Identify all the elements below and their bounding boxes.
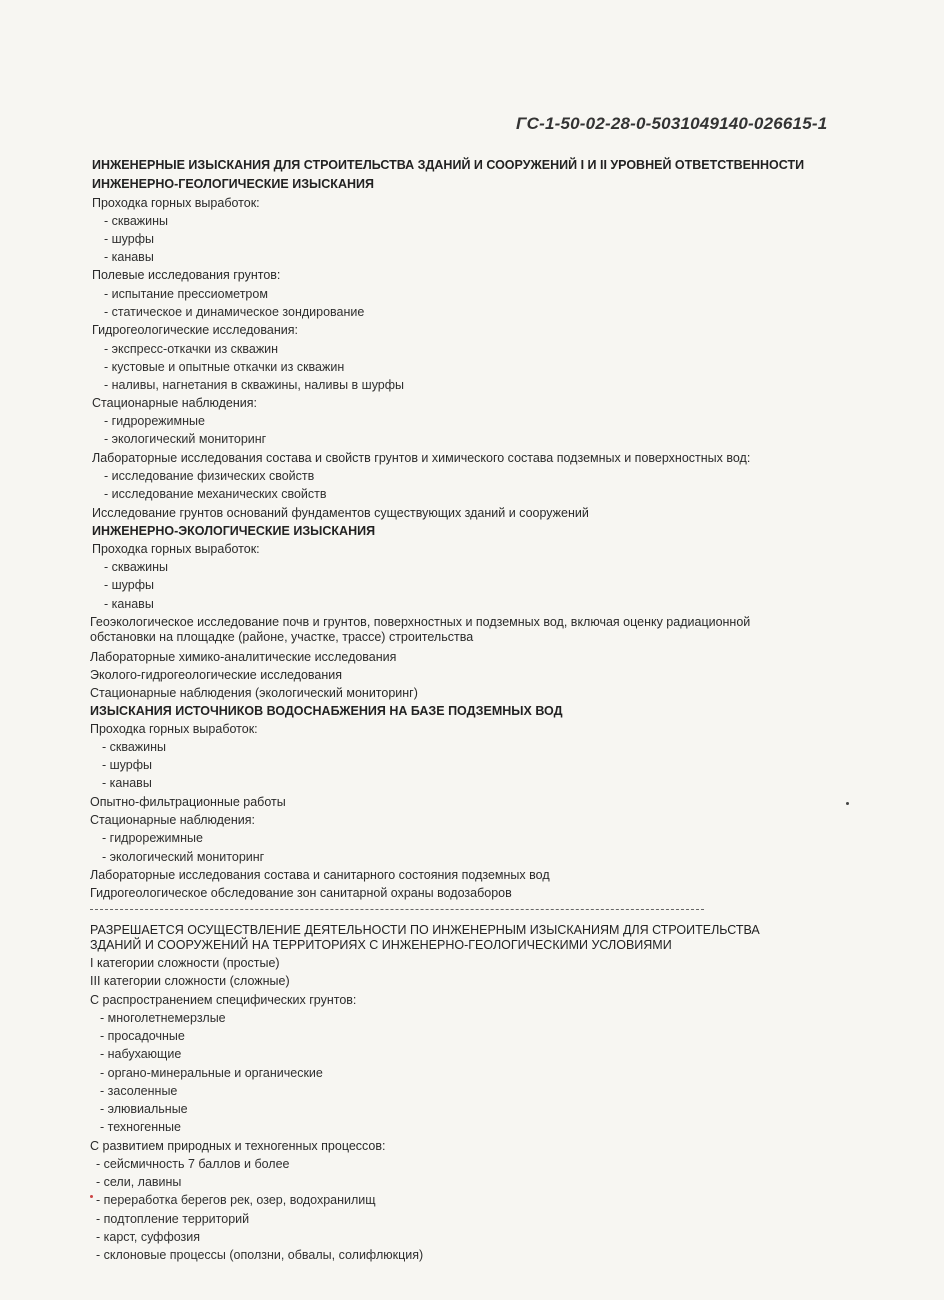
geo-drilling-label: Проходка горных выработок: [92, 196, 260, 210]
list-item: - карст, суффозия [96, 1230, 201, 1244]
eco-geoeco-line2: обстановки на площадке (районе, участке, трассе) строительства [90, 630, 474, 644]
list-item: - шурфы [104, 578, 154, 592]
eco-hydro: Эколого-гидрогеологические исследования [90, 668, 343, 682]
main-title: ИНЖЕНЕРНЫЕ ИЗЫСКАНИЯ ДЛЯ СТРОИТЕЛЬСТВА ЗДАНИЙ И СООРУЖЕНИЙ I И II УРОВНЕЙ ОТВЕТСТВЕННОСТИ [92, 158, 805, 172]
permit-heading-line1: РАЗРЕШАЕТСЯ ОСУЩЕСТВЛЕНИЕ ДЕЯТЕЛЬНОСТИ ПО ИНЖЕНЕРНЫМ ИЗЫСКАНИЯМ ДЛЯ СТРОИТЕЛЬСТВА [90, 923, 760, 937]
eco-stationary: Стационарные наблюдения (экологический мониторинг) [90, 686, 418, 700]
list-item: - набухающие [100, 1047, 182, 1061]
water-hydro-survey: Гидрогеологическое обследование зон санитарной охраны водозаборов [90, 886, 512, 900]
geo-heading: ИНЖЕНЕРНО-ГЕОЛОГИЧЕСКИЕ ИЗЫСКАНИЯ [92, 177, 374, 191]
list-item: - канавы [102, 776, 152, 790]
eco-geoeco-line1: Геоэкологическое исследование почв и грунтов, поверхностных и подземных вод, включая оценку радиационной [90, 615, 751, 629]
list-item: - шурфы [104, 232, 154, 246]
scan-speck [90, 1195, 93, 1198]
list-item: - исследование физических свойств [104, 469, 315, 483]
list-item: - сели, лавины [96, 1175, 182, 1189]
list-item: - гидрорежимные [102, 831, 203, 845]
list-item: - элювиальные [100, 1102, 188, 1116]
water-stationary-label: Стационарные наблюдения: [90, 813, 255, 827]
list-item: - экспресс-откачки из скважин [104, 342, 279, 356]
list-item: - органо-минеральные и органические [100, 1066, 323, 1080]
permit-soils-label: С распространением специфических грунтов: [90, 993, 357, 1007]
list-item: - гидрорежимные [104, 414, 205, 428]
eco-lab-chem: Лабораторные химико-аналитические исследования [90, 650, 397, 664]
document-number: ГС-1-50-02-28-0-5031049140-026615-1 [516, 114, 828, 133]
permit-category3: III категории сложности (сложные) [90, 974, 290, 988]
list-item: - просадочные [100, 1029, 185, 1043]
scan-speck [846, 802, 849, 805]
section-divider [90, 909, 704, 910]
geo-lab-label: Лабораторные исследования состава и свойств грунтов и химического состава подземных и поверхностных вод: [92, 451, 751, 465]
list-item: - канавы [104, 250, 154, 264]
geo-stationary-label: Стационарные наблюдения: [92, 396, 257, 410]
list-item: - наливы, нагнетания в скважины, наливы в шурфы [104, 378, 405, 392]
list-item: - кустовые и опытные откачки из скважин [104, 360, 345, 374]
list-item: - скважины [104, 214, 169, 228]
water-filtration: Опытно-фильтрационные работы [90, 795, 286, 809]
permit-category1: I категории сложности (простые) [90, 956, 280, 970]
list-item: - статическое и динамическое зондирование [104, 305, 365, 319]
geo-field-label: Полевые исследования грунтов: [92, 268, 281, 282]
eco-drilling-label: Проходка горных выработок: [92, 542, 260, 556]
permit-heading-line2: ЗДАНИЙ И СООРУЖЕНИЙ НА ТЕРРИТОРИЯХ С ИНЖЕНЕРНО-ГЕОЛОГИЧЕСКИМИ УСЛОВИЯМИ [90, 938, 672, 952]
water-lab-sanitary: Лабораторные исследования состава и санитарного состояния подземных вод [90, 868, 550, 882]
list-item: - исследование механических свойств [104, 487, 327, 501]
eco-heading: ИНЖЕНЕРНО-ЭКОЛОГИЧЕСКИЕ ИЗЫСКАНИЯ [92, 524, 376, 538]
list-item: - скважины [102, 740, 167, 754]
list-item: - канавы [104, 597, 154, 611]
list-item: - техногенные [100, 1120, 181, 1134]
list-item: - экологический мониторинг [104, 432, 267, 446]
geo-hydro-label: Гидрогеологические исследования: [92, 323, 298, 337]
geo-foundations: Исследование грунтов оснований фундаментов существующих зданий и сооружений [92, 506, 589, 520]
list-item: - шурфы [102, 758, 152, 772]
list-item: - переработка берегов рек, озер, водохранилищ [96, 1193, 376, 1207]
list-item: - подтопление территорий [96, 1212, 250, 1226]
water-drilling-label: Проходка горных выработок: [90, 722, 258, 736]
list-item: - скважины [104, 560, 169, 574]
water-heading: ИЗЫСКАНИЯ ИСТОЧНИКОВ ВОДОСНАБЖЕНИЯ НА БАЗЕ ПОДЗЕМНЫХ ВОД [90, 704, 563, 718]
list-item: - сейсмичность 7 баллов и более [96, 1157, 290, 1171]
list-item: - засоленные [100, 1084, 178, 1098]
list-item: - экологический мониторинг [102, 850, 265, 864]
list-item: - склоновые процессы (оползни, обвалы, солифлюкция) [96, 1248, 424, 1262]
permit-processes-label: С развитием природных и техногенных процессов: [90, 1139, 386, 1153]
list-item: - испытание прессиометром [104, 287, 268, 301]
list-item: - многолетнемерзлые [100, 1011, 226, 1025]
